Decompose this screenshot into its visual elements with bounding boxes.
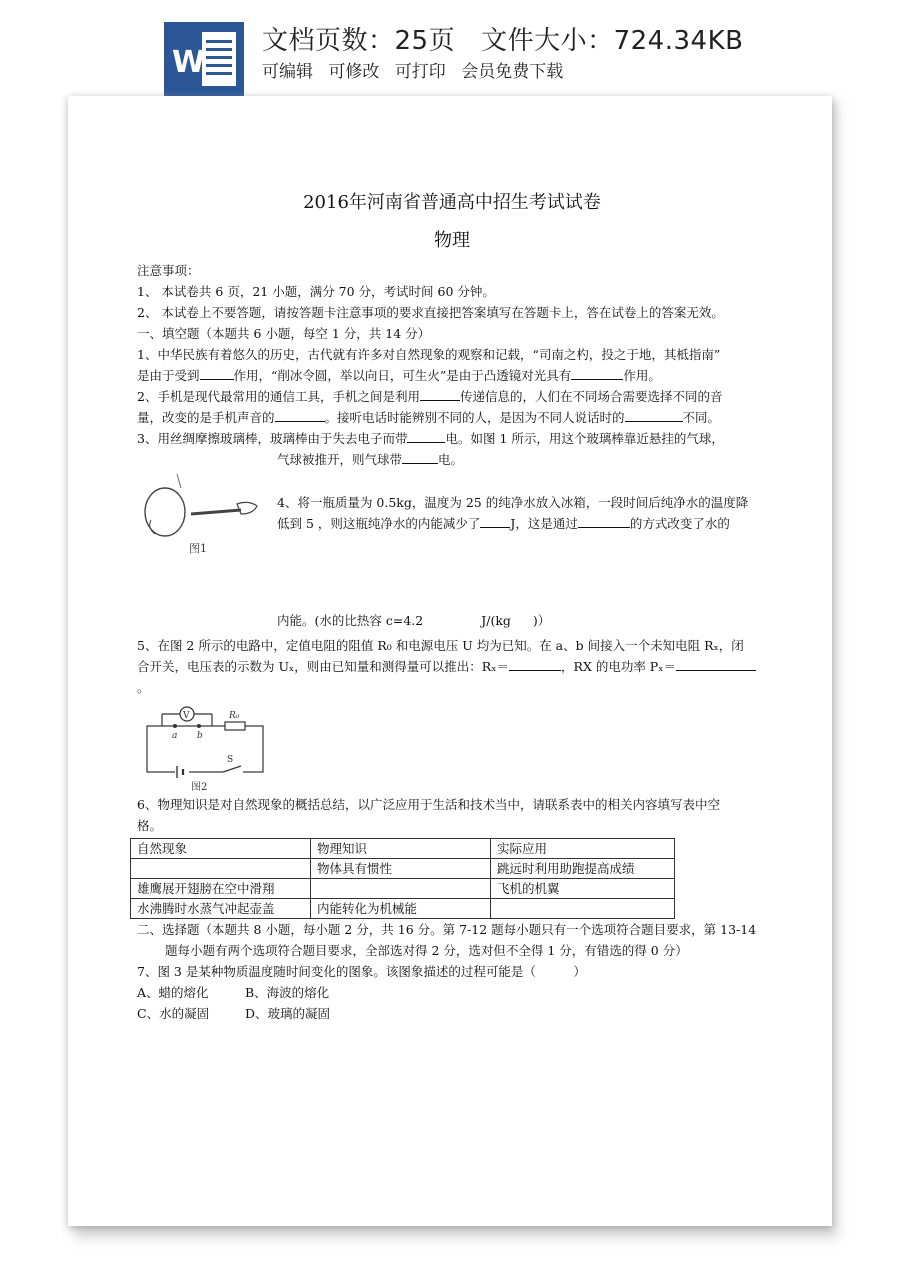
question-2: 2、手机是现代最常用的通信工具，手机之间是利用 传递信息的，人们在不同场合需要选择不同的音 (137, 386, 767, 407)
table-cell: 水沸腾时水蒸气冲起壶盖 (131, 899, 311, 919)
section-heading: 二、选择题（本题共 8 小题，每小题 2 分，共 16 分。第 7-12 题每小题只有一个选项符合题目要求，第 13-14 (137, 922, 757, 937)
table-row (131, 879, 675, 899)
file-info (262, 20, 743, 57)
exam-subject: 物理 (434, 230, 470, 251)
feature-printable: 可打印 (394, 62, 446, 82)
feature-modifiable: 可修改 (328, 62, 380, 82)
notice-item: 2、 本试卷上不要答题，请按答题卡注意事项的要求直接把答案填写在答题卡上，答在试卷上的答案无效。 (137, 305, 724, 320)
answer-blank (275, 407, 325, 422)
answer-blank (480, 513, 510, 528)
question-6-cont: 格。 (137, 818, 163, 833)
table-cell: 飞机的机翼 (491, 879, 675, 899)
table-cell: 内能转化为机械能 (311, 899, 491, 919)
table-header-cell: 实际应用 (491, 839, 675, 859)
word-icon-letter: W (172, 45, 206, 80)
table-cell (311, 879, 491, 899)
question-7-options (137, 982, 767, 1003)
feature-list (262, 57, 573, 82)
option-b: B、海波的熔化 (245, 985, 330, 1000)
answer-blank (509, 656, 561, 671)
feature-member-download[interactable]: 会员免费下载 (461, 62, 564, 82)
answer-blank (200, 365, 234, 380)
notice-heading: 注意事项： (137, 263, 200, 278)
answer-blank (420, 386, 460, 401)
question-5: 5、在图 2 所示的电路中，定值电阻的阻值 R₀ 和电源电压 U 均为已知。在 a、b 间接入一个未知电阻 Rₓ，闭 (137, 638, 744, 653)
voltmeter-label: V (183, 711, 190, 721)
document-content (137, 190, 767, 1024)
table-cell: 雄鹰展开翅膀在空中滑翔 (131, 879, 311, 899)
section-heading-cont: 题每小题有两个选项符合题目要求，全部选对得 2 分，选对但不全得 1 分，有错选的得 0 分） (165, 943, 688, 958)
answer-blank (571, 365, 623, 380)
table-cell (491, 899, 675, 919)
table-row (131, 859, 675, 879)
figure-2-circuit-image (137, 704, 267, 794)
page-count: 文档页数：25页 (262, 26, 456, 56)
figure-1-row (137, 470, 767, 600)
physics-knowledge-table (130, 838, 675, 919)
exam-title: 2016年河南省普通高中招生考试试卷 (303, 192, 601, 213)
question-7-options (137, 1003, 767, 1024)
option-c: C、水的凝固 (137, 1006, 210, 1021)
answer-blank (578, 513, 630, 528)
file-size: 文件大小：724.34KB (481, 26, 744, 56)
question-2-cont: 量，改变的是手机声音的 。接听电话时能辨别不同的人，是因为不同人说话时的 不同。 (137, 407, 767, 428)
table-header-cell: 物理知识 (311, 839, 491, 859)
answer-blank (676, 656, 756, 671)
table-header-cell: 自然现象 (131, 839, 311, 859)
option-a: A、蜡的熔化 (137, 985, 209, 1000)
question-7: 7、图 3 是某种物质温度随时间变化的图象。该图象描述的过程可能是（ ） (137, 964, 586, 979)
table-header-row (131, 839, 675, 859)
figure-1-label: 图1 (189, 542, 207, 555)
r0-label: R₀ (229, 711, 240, 721)
question-6: 6、物理知识是对自然现象的概括总结，以广泛应用于生活和技术当中，请联系表中的相关内容填写表中空 (137, 797, 720, 812)
table-cell (131, 859, 311, 879)
terminal-a-label: a (172, 731, 178, 741)
answer-blank (402, 449, 438, 464)
section-heading: 一、填空题（本题共 6 小题，每空 1 分，共 14 分） (137, 326, 431, 341)
switch-label: S (227, 755, 234, 765)
question-4-cont: 内能。(水的比热容 c=4.2 J/(kg )） (277, 613, 551, 628)
figure-1-balloon-image (137, 474, 267, 558)
notice-item: 1、 本试卷共 6 页，21 小题，满分 70 分，考试时间 60 分钟。 (137, 284, 495, 299)
option-d: D、玻璃的凝固 (245, 1006, 331, 1021)
table-row (131, 899, 675, 919)
question-1: 1、中华民族有着悠久的历史，古代就有许多对自然现象的观察和记载，“司南之杓，投之于地，其柢指南” (137, 347, 721, 362)
answer-blank (407, 428, 445, 443)
figure-2-label: 图2 (191, 782, 208, 793)
word-document-icon (164, 22, 244, 96)
table-cell: 物体具有惯性 (311, 859, 491, 879)
question-4: 4、将一瓶质量为 0.5kg，温度为 25 的纯净水放入冰箱，一段时间后纯净水的温度降 低到 5 ，则这瓶纯净水的内能减少了 J，这是通过 的方式改变了水的 (277, 495, 749, 531)
question-3: 3、用丝绸摩擦玻璃棒，玻璃棒由于失去电子而带 电。如图 1 所示，用这个玻璃棒靠近悬挂的气球， (137, 428, 767, 449)
answer-blank (625, 407, 683, 422)
question-5-cont: 合开关，电压表的示数为 Uₓ，则由已知量和测得量可以推出：Rₓ＝ ，RX 的电功率 Pₓ＝。 (137, 656, 767, 698)
question-1-cont: 是由于受到 作用，“削冰令圆，举以向日，可生火”是由于凸透镜对光具有 作用。 (137, 365, 767, 386)
table-cell: 跳远时利用助跑提高成绩 (491, 859, 675, 879)
terminal-b-label: b (197, 731, 203, 741)
question-3-cont: 气球被推开，则气球带 电。 (137, 449, 767, 470)
feature-editable: 可编辑 (262, 62, 313, 82)
download-banner (0, 0, 900, 96)
